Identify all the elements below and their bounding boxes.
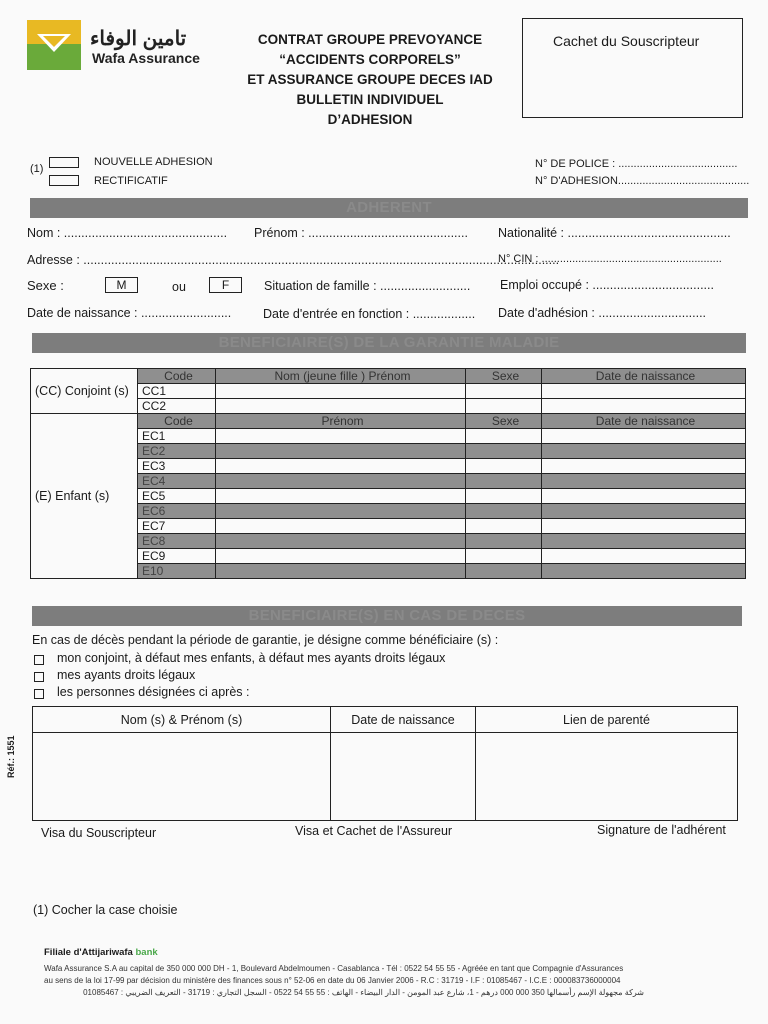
title-line: ET ASSURANCE GROUPE DECES IAD [247, 72, 493, 87]
table-row [31, 519, 746, 534]
name-cell[interactable] [216, 549, 466, 564]
table-row [33, 707, 738, 733]
visa-souscripteur-label: Visa du Souscripteur [41, 826, 157, 840]
date-entree-field[interactable]: Date d'entrée en fonction : .................. [263, 307, 476, 321]
sexe-f-box[interactable]: F [209, 277, 242, 293]
code-cell: CC1 [138, 384, 216, 399]
enfants-label: (E) Enfant (s) [31, 414, 138, 579]
table-row [31, 504, 746, 519]
date-cell[interactable] [542, 534, 746, 549]
conjoint-label: (CC) Conjoint (s) [31, 369, 138, 414]
title-line: CONTRAT GROUPE PREVOYANCE [257, 32, 483, 47]
table-row [31, 564, 746, 579]
nouvelle-adhesion-checkbox[interactable] [49, 157, 79, 168]
code-cell: EC4 [138, 474, 216, 489]
table-row [31, 534, 746, 549]
ou-label: ou [172, 280, 186, 294]
rectificatif-label: RECTIFICATIF [94, 175, 168, 187]
option-personnes-designees-checkbox[interactable] [34, 689, 44, 699]
cachet-label: Cachet du Souscripteur [553, 33, 700, 49]
column-header: Nom (jeune fille ) Prénom [216, 369, 466, 384]
date-cell[interactable] [542, 429, 746, 444]
code-cell: EC9 [138, 549, 216, 564]
date-cell[interactable] [542, 564, 746, 579]
table-row [31, 474, 746, 489]
column-header: Date de naissance [542, 369, 746, 384]
table-row [33, 733, 738, 821]
sexe-cell[interactable] [466, 474, 542, 489]
code-cell: EC7 [138, 519, 216, 534]
code-cell: EC1 [138, 429, 216, 444]
footnote: (1) Cocher la case choisie [33, 903, 178, 917]
code-cell: EC5 [138, 489, 216, 504]
cin-field[interactable]: N° CIN : ........................................................... [498, 253, 722, 265]
beneficiaires-deces-table [32, 706, 738, 821]
situation-famille-field[interactable]: Situation de famille : .......................... [264, 279, 471, 293]
sexe-cell[interactable] [466, 459, 542, 474]
title-line: BULLETIN INDIVIDUEL [296, 92, 444, 107]
option-personnes-designees-label: les personnes désignées ci après : [57, 685, 250, 699]
signature-adherent-label: Signature de l'adhérent [597, 823, 726, 837]
date-adhesion-field[interactable]: Date d'adhésion : ............................... [498, 306, 707, 320]
date-cell[interactable] [542, 549, 746, 564]
name-cell[interactable] [216, 444, 466, 459]
date-cell[interactable] [542, 519, 746, 534]
beneficiaires-maladie-table [30, 368, 746, 579]
footer-line-1: Wafa Assurance S.A au capital de 350 000 000 DH - 1, Boulevard Abdelmoumen - Casablanca - Tél : 0522 54 55 55 - Agréée en tant que Compagnie d'Assurances [44, 964, 624, 973]
table-row [31, 549, 746, 564]
table-row [31, 399, 746, 414]
column-header: Prénom [216, 414, 466, 429]
table-row [31, 384, 746, 399]
code-cell: EC8 [138, 534, 216, 549]
emploi-field[interactable]: Emploi occupé : ................................... [500, 278, 714, 292]
table-row [31, 369, 746, 384]
code-cell: EC3 [138, 459, 216, 474]
date-cell[interactable] [542, 474, 746, 489]
beneficiary-date-cell[interactable] [331, 733, 476, 821]
visa-assureur-label: Visa et Cachet de l'Assureur [295, 824, 453, 838]
name-cell[interactable] [216, 384, 466, 399]
code-cell: EC2 [138, 444, 216, 459]
column-header: Lien de parenté [476, 707, 738, 733]
name-cell[interactable] [216, 429, 466, 444]
name-cell[interactable] [216, 489, 466, 504]
footer-line-2: au sens de la loi 17-99 par décision du ministère des finances sous n° 52-06 en date du 06 Janvier 2006 - R.C : 31719 - I.F : 01085467 - I.C.E : 000083736000004 [44, 976, 621, 985]
nationalite-field[interactable]: Nationalité : ............................................... [498, 226, 731, 240]
name-cell[interactable] [216, 459, 466, 474]
nom-field[interactable]: Nom : ............................................... [27, 226, 228, 240]
sexe-label: Sexe : [27, 278, 64, 293]
section-maladie-header: BENEFICIAIRE(S) DE LA GARANTIE MALADIE [32, 333, 746, 353]
date-cell[interactable] [542, 444, 746, 459]
document-title [225, 30, 515, 130]
sexe-cell[interactable] [466, 564, 542, 579]
sexe-cell[interactable] [466, 519, 542, 534]
date-naissance-field[interactable]: Date de naissance : .......................... [27, 306, 232, 320]
bank-label: bank [135, 947, 158, 958]
nouvelle-adhesion-label: NOUVELLE ADHESION [94, 156, 213, 168]
column-header: Date de naissance [542, 414, 746, 429]
wafa-logo [27, 20, 81, 70]
prenom-field[interactable]: Prénom : .............................................. [254, 226, 468, 240]
sexe-cell[interactable] [466, 489, 542, 504]
section-deces-header: BENEFICIAIRE(S) EN CAS DE DECES [32, 606, 742, 626]
deces-intro: En cas de décès pendant la période de garantie, je désigne comme bénéficiaire (s) : [32, 633, 499, 647]
option-conjoint-label: mon conjoint, à défaut mes enfants, à défaut mes ayants droits légaux [57, 651, 446, 665]
brand-latin: Wafa Assurance [92, 50, 200, 66]
brand-arabic: تامين الوفاء [90, 28, 187, 50]
column-header: Sexe [466, 414, 542, 429]
footer-line-3: شركة مجهولة الإسم رأسمالها 350 000 000 درهم - 1، شارع عبد المومن - الدار البيضاء - الهاتف : 55 55 54 0522 - السجل التجاري : 31719 - التعريف الضريبي : 01085467 [83, 988, 644, 997]
date-cell[interactable] [542, 384, 746, 399]
sexe-cell[interactable] [466, 549, 542, 564]
sexe-cell[interactable] [466, 399, 542, 414]
date-cell[interactable] [542, 459, 746, 474]
column-header: Code [138, 414, 216, 429]
table-row [31, 444, 746, 459]
title-line: “ACCIDENTS CORPORELS” [279, 52, 461, 67]
name-cell[interactable] [216, 474, 466, 489]
adresse-field[interactable]: Adresse : ......................................................................................................................................... [27, 253, 560, 267]
name-cell[interactable] [216, 399, 466, 414]
table-row [31, 429, 746, 444]
footer-filiale [44, 947, 158, 958]
filiale-label: Filiale d'Attijariwafa [44, 947, 133, 958]
option-conjoint-checkbox[interactable] [34, 655, 44, 665]
sexe-m-box[interactable]: M [105, 277, 138, 293]
form-type-marker: (1) [30, 163, 44, 175]
table-row [31, 489, 746, 504]
title-line: D’ADHESION [327, 112, 413, 127]
beneficiary-lien-cell[interactable] [476, 733, 738, 821]
code-cell: CC2 [138, 399, 216, 414]
column-header: Sexe [466, 369, 542, 384]
name-cell[interactable] [216, 564, 466, 579]
adhesion-number-field[interactable]: N° D'ADHESION........................................... [535, 175, 750, 187]
sexe-cell[interactable] [466, 384, 542, 399]
date-cell[interactable] [542, 489, 746, 504]
rectificatif-checkbox[interactable] [49, 175, 79, 186]
section-adherent-header: ADHERENT [30, 198, 748, 218]
option-ayants-droits-checkbox[interactable] [34, 672, 44, 682]
sexe-cell[interactable] [466, 429, 542, 444]
name-cell[interactable] [216, 519, 466, 534]
table-row [31, 414, 746, 429]
sexe-cell[interactable] [466, 534, 542, 549]
name-cell[interactable] [216, 534, 466, 549]
cachet-souscripteur-box[interactable] [522, 18, 743, 118]
code-cell: EC6 [138, 504, 216, 519]
column-header: Nom (s) & Prénom (s) [33, 707, 331, 733]
reference-number: Réf.: 1551 [6, 735, 16, 778]
code-cell: E10 [138, 564, 216, 579]
column-header: Code [138, 369, 216, 384]
name-cell[interactable] [216, 504, 466, 519]
date-cell[interactable] [542, 399, 746, 414]
column-header: Date de naissance [331, 707, 476, 733]
beneficiary-name-cell[interactable] [33, 733, 331, 821]
table-row [31, 459, 746, 474]
date-cell[interactable] [542, 504, 746, 519]
sexe-cell[interactable] [466, 444, 542, 459]
police-number-field[interactable]: N° DE POLICE : ....................................... [535, 158, 738, 170]
option-ayants-droits-label: mes ayants droits légaux [57, 668, 196, 682]
sexe-cell[interactable] [466, 504, 542, 519]
